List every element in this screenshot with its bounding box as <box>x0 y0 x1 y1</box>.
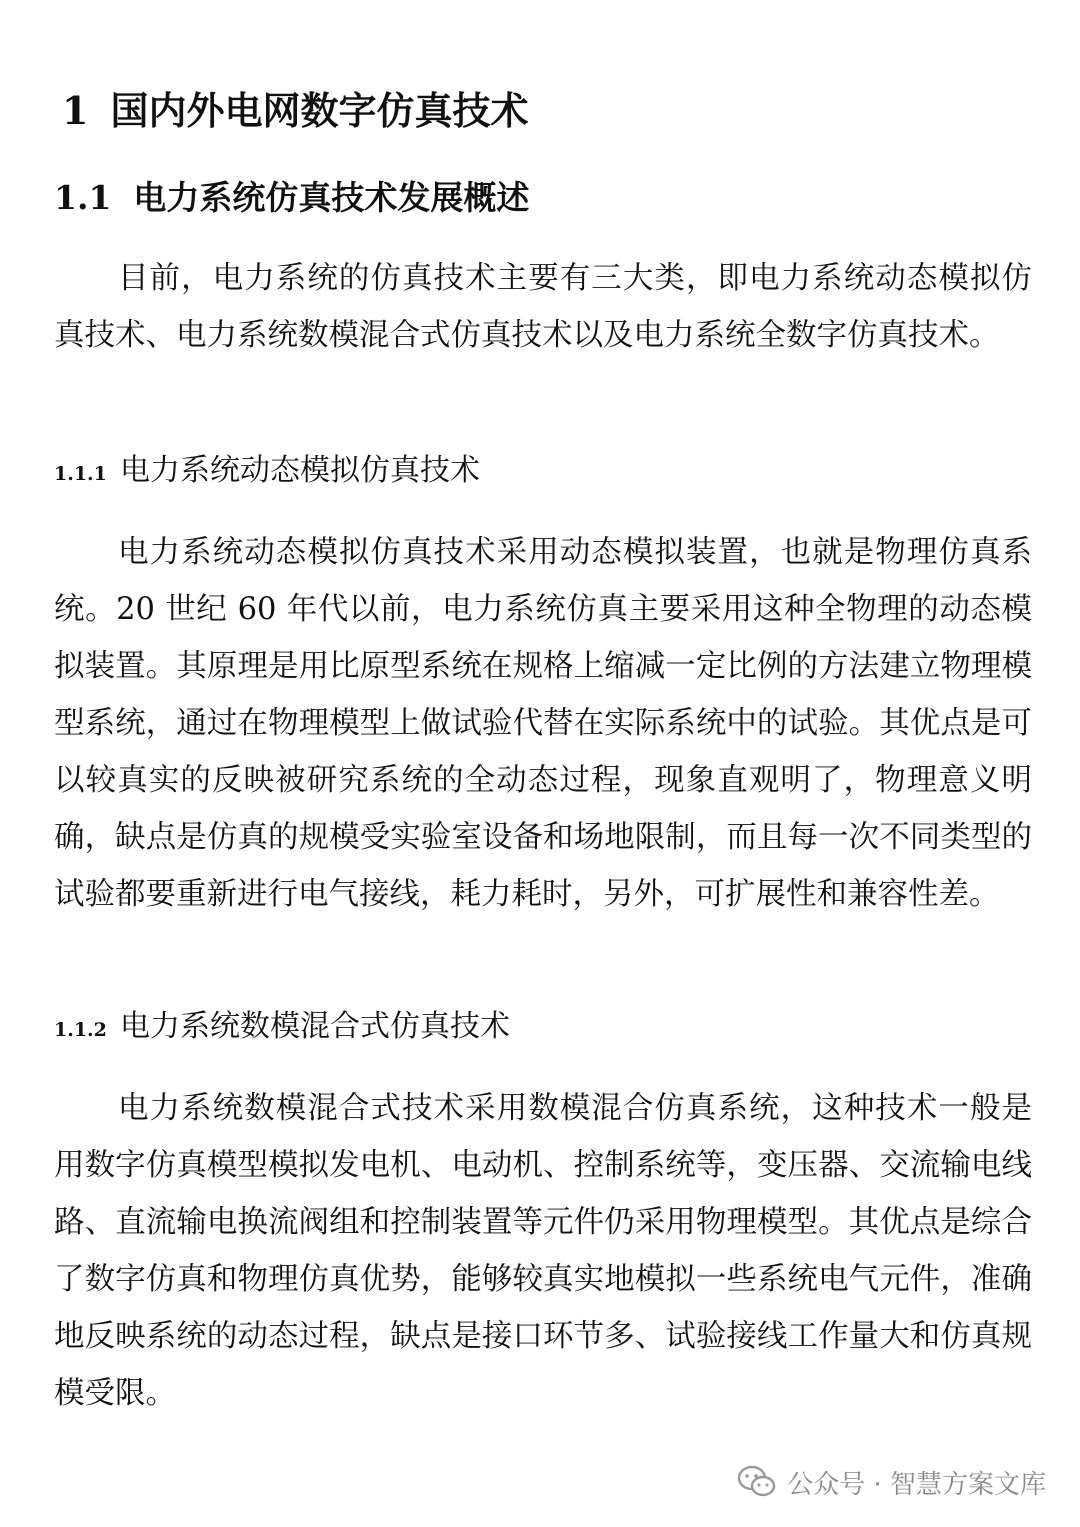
subsection-number: 1.1.1 <box>54 463 107 485</box>
subsection-title: 电力系统数模混合式仿真技术 <box>120 1009 510 1044</box>
hybrid-simulation-paragraph: 电力系统数模混合式技术采用数模混合仿真系统，这种技术一般是用数字仿真模型模拟发电机、电动机、控制系统等，变压器、交流输电线路、直流输电换流阀组和控制装置等元件仍采用物理模型。其优点是综合了数字仿真和物理仿真优势，能够较真实地模拟一些系统电气元件，准确地反映系统的动态过程，缺点是接口环节多、试验接线工作量大和仿真规模受限。 <box>54 1091 1032 1411</box>
dynamic-simulation-paragraph: 电力系统动态模拟仿真技术采用动态模拟装置，也就是物理仿真系统。20 世纪 60 年代以前，电力系统仿真主要采用这种全物理的动态模拟装置。其原理是用比原型系统在规格上缩减一定比例的方法建立物理模型系统，通过在物理模型上做试验代替在实际系统中的试验。其优点是可以较真实的反映被研究系统的全动态过程，现象直观明了，物理意义明确，缺点是仿真的规模受实验室设备和场地限制，而且每一次不同类型的试验都要重新进行电气接线，耗力耗时，另外，可扩展性和兼容性差。 <box>54 535 1032 912</box>
subsection-title: 电力系统动态模拟仿真技术 <box>120 453 480 488</box>
subsection-heading-dynamic-simulation <box>54 448 480 497</box>
subsection-number: 1.1.2 <box>54 1019 107 1041</box>
wechat-icon <box>737 1465 777 1499</box>
watermark <box>737 1462 1046 1502</box>
watermark-text: 公众号 · 智慧方案文库 <box>787 1469 1046 1500</box>
section-number: 1.1 <box>54 178 112 217</box>
section-heading <box>54 174 529 222</box>
chapter-number: 1 <box>62 88 89 133</box>
subsection-heading-hybrid-simulation <box>54 1004 510 1053</box>
chapter-title: 国内外电网数字仿真技术 <box>110 88 529 133</box>
intro-paragraph: 目前，电力系统的仿真技术主要有三大类，即电力系统动态模拟仿真技术、电力系统数模混合式仿真技术以及电力系统全数字仿真技术。 <box>54 261 1032 353</box>
chapter-heading <box>62 84 528 138</box>
section-title: 电力系统仿真技术发展概述 <box>133 178 530 217</box>
